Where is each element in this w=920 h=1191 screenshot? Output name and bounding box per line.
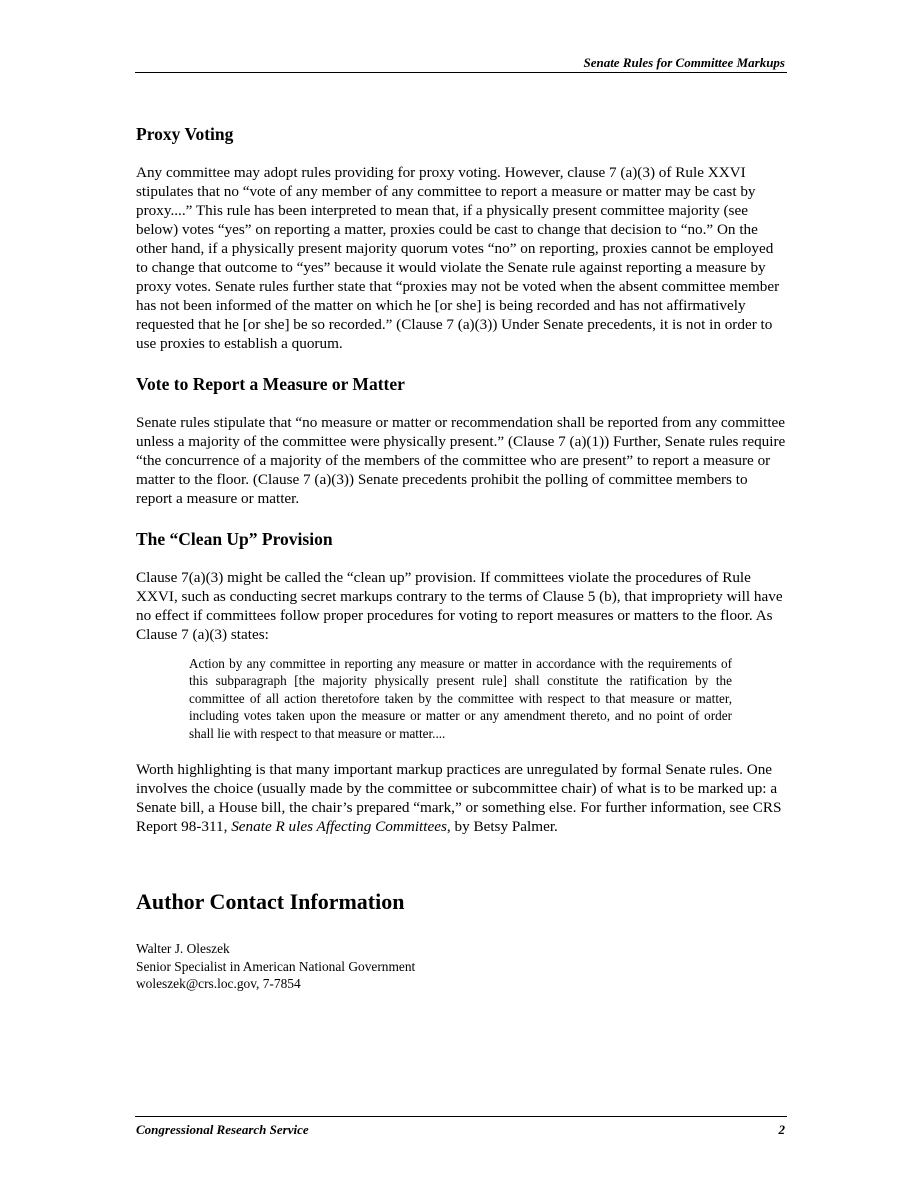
author-contact-heading: Author Contact Information [136,889,405,915]
clean-up-paragraph: Clause 7(a)(3) might be called the “clean up” provision. If committees violate the procedures of Rule XXVI, such as conducting secret markups contrary to the terms of Clause 5 (b), that impropriety will have no effect if committees follow proper procedures for voting to report measures or matters to the floor. As Clause 7 (a)(3) states: [136,569,783,643]
clean-up-closing-paragraph [136,760,786,836]
proxy-voting-heading: Proxy Voting [136,124,234,144]
author-contact-details: woleszek@crs.loc.gov, 7-7854 [136,976,301,992]
clean-up-section [136,528,786,836]
footer-organization: Congressional Research Service [136,1122,309,1137]
report-title: Senate R ules Affecting Committees [231,818,447,836]
proxy-voting-section [136,123,786,353]
running-header-title: Senate Rules for Committee Markups [583,55,785,70]
proxy-voting-paragraph: Any committee may adopt rules providing for proxy voting. However, clause 7 (a)(3) of Rule XXVI stipulates that no “vote of any member of any committee to report a measure or matter may be cast by proxy....” This rule has been interpreted to mean that, if a physically present committee majority (see below) votes “yes” on reporting a matter, proxies could be cast to change that decision to “no.” On the other hand, if a physically present majority quorum votes “no” on reporting, proxies cannot be employed to change that outcome to “yes” because it would violate the Senate rule against reporting a measure by proxy votes. Senate rules further state that “proxies may not be voted when the absent committee member has not been informed of the matter on which he [or she] is being recorded and has not affirmatively requested that he [or she] be so recorded.” (Clause 7 (a)(3)) Under Senate precedents, it is not in order to use proxies to establish a quorum. [136,164,780,352]
closing-text: Worth highlighting is that many important markup practices are unregulated by formal Senate rules. One involves the choice (usually made by the committee or subcommittee chair) of what is to be marked up: a Senate bill, a House bill, the chair’s prepared “mark,” or something else. For further information, see CRS Report 98-311, [136,761,782,836]
footer-page-number: 2 [778,1122,785,1137]
closing-tail: , by Betsy Palmer. [446,818,558,836]
vote-to-report-section [136,373,786,508]
author-name: Walter J. Oleszek [136,941,230,957]
clean-up-quote: Action by any committee in reporting any measure or matter in accordance with the requirements of this subparagraph [the majority physically present rule] shall constitute the ratification by the committee of all action theretofore taken by the committee with respect to that measure or matter, including votes taken upon the measure or matter or any amendment thereto, and no point of order shall lie with respect to that measure or matter.... [189,656,732,741]
header-rule [135,72,787,73]
author-contact-section [136,888,786,993]
author-contact-block [136,940,786,993]
vote-to-report-heading: Vote to Report a Measure or Matter [136,374,405,394]
clean-up-heading: The “Clean Up” Provision [136,529,333,549]
vote-to-report-paragraph: Senate rules stipulate that “no measure or matter or recommendation shall be reported from any committee unless a majority of the committee were physically present.” (Clause 7 (a)(1)) Further, Senate rules require “the concurrence of a majority of the members of the committee who are present” to report a measure or matter to the floor. (Clause 7 (a)(3)) Senate precedents prohibit the polling of committee members to report a measure or matter. [136,414,786,507]
page-body [136,123,786,993]
footer-rule [135,1116,787,1117]
author-position: Senior Specialist in American National Government [136,958,416,974]
